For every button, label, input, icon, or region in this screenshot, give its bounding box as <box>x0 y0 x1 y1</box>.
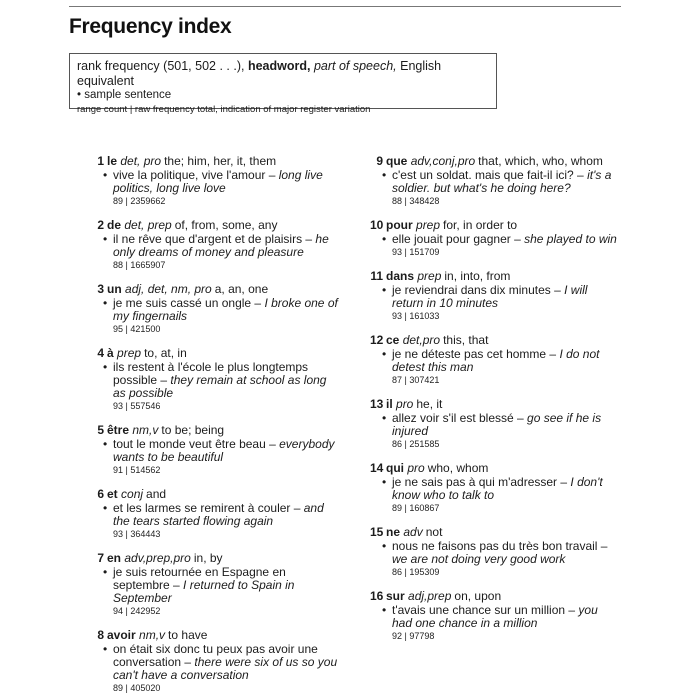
entry-sample-text: tout le monde veut être beau – <box>113 437 276 451</box>
entry-english: go see if he is injured <box>392 411 602 438</box>
entry-gloss: this, that <box>443 333 489 347</box>
bullet-icon: • <box>77 89 85 101</box>
entry-pos: prep <box>117 346 142 360</box>
entry-rank: 15 <box>370 525 384 539</box>
entry-sample-text: je ne sais pas à qui m'adresser – <box>392 475 568 489</box>
entry-english: I will return in 10 minutes <box>392 283 588 310</box>
entry-sample <box>91 361 341 400</box>
entry-être <box>91 423 341 477</box>
bullet-icon: • <box>382 475 387 489</box>
entry-pos: adj, det, nm, pro <box>125 282 212 296</box>
entry-sample <box>370 233 620 246</box>
bullet-icon: • <box>103 501 108 515</box>
legend-headword: headword, <box>247 59 311 73</box>
bullet-icon: • <box>382 347 387 361</box>
entry-pos: det,pro <box>402 333 441 347</box>
entry-gloss: for, in order to <box>443 218 518 232</box>
entry-rank: 4 <box>97 346 104 360</box>
entry-sample <box>370 284 620 310</box>
entry-english: you had one chance in a million <box>392 603 598 630</box>
entry-pos: det, prep <box>124 218 172 232</box>
entry-sample-text: et les larmes se remirent à couler – <box>113 501 301 515</box>
entry-english: long live politics, long live love <box>113 168 323 195</box>
entry-stats: 89 | 405020 <box>113 683 161 693</box>
entry-gloss: to have <box>168 628 208 642</box>
entry-sample <box>91 169 341 195</box>
entry-sample-text: on était six donc tu peux pas avoir une conversation – <box>113 642 318 669</box>
entry-stats: 88 | 348428 <box>392 196 440 206</box>
entry-pos: adv,prep,pro <box>124 551 191 565</box>
entry-english: and the tears started flowing again <box>113 501 324 528</box>
entry-stats: 88 | 1665907 <box>113 260 166 270</box>
entry-stats: 93 | 364443 <box>113 529 161 539</box>
entry-english: they remain at school as long as possible <box>113 373 327 400</box>
entry-stats: 86 | 251585 <box>392 439 440 449</box>
entry-sample <box>91 297 341 323</box>
bullet-icon: • <box>103 565 108 579</box>
entry-english: she played to win <box>524 232 617 246</box>
entry-sample <box>370 476 620 502</box>
bullet-icon: • <box>103 168 108 182</box>
entry-sample <box>370 348 620 374</box>
entry-headword: en <box>107 551 122 565</box>
entry-headword: il <box>386 397 393 411</box>
bullet-icon: • <box>382 411 387 425</box>
entry-english: I returned to Spain in September <box>113 578 295 605</box>
entry-stats: 87 | 307421 <box>392 375 440 385</box>
entry-headword: dans <box>386 269 415 283</box>
entry-ne <box>370 525 620 579</box>
entry-sample-text: il ne rêve que d'argent et de plaisirs – <box>113 232 313 246</box>
bullet-icon: • <box>382 539 387 553</box>
entry-que <box>370 154 620 208</box>
entry-headword: un <box>107 282 122 296</box>
entry-stats: 93 | 557546 <box>113 401 161 411</box>
entry-pos: det, pro <box>120 154 162 168</box>
entry-stats: 91 | 514562 <box>113 465 161 475</box>
entry-et <box>91 487 341 541</box>
entry-gloss: the; him, her, it, them <box>164 154 277 168</box>
entry-head <box>370 397 620 411</box>
entry-sample-text: je ne déteste pas cet homme – <box>392 347 557 361</box>
entry-sample <box>91 643 341 682</box>
entry-sample <box>370 604 620 630</box>
bullet-icon: • <box>103 437 108 451</box>
entry-headword: que <box>386 154 408 168</box>
entry-english: I broke one of my fingernails <box>113 296 338 323</box>
left-column <box>91 154 341 700</box>
document-page <box>55 0 645 700</box>
entry-english: I do not detest this man <box>392 347 600 374</box>
entry-head <box>91 346 341 360</box>
entry-head <box>91 628 341 642</box>
entry-rank: 9 <box>376 154 383 168</box>
entry-english: we are not doing very good work <box>392 552 566 566</box>
entry-qui <box>370 461 620 515</box>
entry-head <box>91 551 341 565</box>
entry-rank: 6 <box>97 487 104 501</box>
entry-english: I don't know who to talk to <box>392 475 603 502</box>
entry-gloss: a, an, one <box>214 282 269 296</box>
legend-english: English equivalent <box>77 59 442 88</box>
entry-gloss: of, from, some, any <box>174 218 278 232</box>
entry-rank: 2 <box>97 218 104 232</box>
entry-head <box>91 423 341 437</box>
entry-english: there were six of us so you can't have a conversation <box>113 655 338 682</box>
entry-head <box>370 589 620 603</box>
legend-pos: part of speech, <box>313 59 397 73</box>
entry-pos: pro <box>407 461 425 475</box>
legend-rank: rank frequency (501, 502 . . .), <box>77 59 245 73</box>
entry-gloss: not <box>425 525 443 539</box>
entry-headword: pour <box>386 218 413 232</box>
entry-head <box>370 269 620 283</box>
bullet-icon: • <box>382 283 387 297</box>
entry-head <box>370 525 620 539</box>
entry-dans <box>370 269 620 323</box>
entry-rank: 12 <box>370 333 384 347</box>
entry-pour <box>370 218 620 259</box>
entry-gloss: and <box>146 487 167 501</box>
entry-rank: 10 <box>370 218 384 232</box>
entry-headword: ce <box>386 333 400 347</box>
entry-sample <box>370 169 620 195</box>
entry-head <box>370 461 620 475</box>
entry-gloss: on, upon <box>454 589 502 603</box>
legend-stats-line: range count | raw frequency total, indication of major register variation <box>77 104 371 115</box>
entry-de <box>91 218 341 272</box>
entry-sample <box>91 438 341 464</box>
entry-head <box>91 218 341 232</box>
entry-en <box>91 551 341 618</box>
entry-headword: avoir <box>107 628 136 642</box>
bullet-icon: • <box>103 296 108 310</box>
entry-headword: ne <box>386 525 401 539</box>
entry-rank: 11 <box>370 269 383 283</box>
bullet-icon: • <box>382 232 387 246</box>
entry-gloss: in, by <box>193 551 223 565</box>
entry-head <box>91 487 341 501</box>
entry-pos: pro <box>396 397 414 411</box>
entry-rank: 5 <box>97 423 104 437</box>
entry-un <box>91 282 341 336</box>
entry-pos: adv,conj,pro <box>410 154 476 168</box>
entry-pos: prep <box>417 269 442 283</box>
entry-sample-text: je me suis cassé un ongle – <box>113 296 262 310</box>
entry-ce <box>370 333 620 387</box>
entry-sample <box>370 540 620 566</box>
entry-head <box>91 282 341 296</box>
entry-pos: nm,v <box>132 423 159 437</box>
entry-stats: 89 | 160867 <box>392 503 440 513</box>
legend-sample-line <box>77 89 489 102</box>
entry-headword: sur <box>386 589 405 603</box>
bullet-icon: • <box>103 232 108 246</box>
legend-format-line <box>77 59 489 89</box>
top-rule <box>69 6 621 7</box>
entry-headword: le <box>107 154 118 168</box>
entry-headword: qui <box>386 461 404 475</box>
entry-à <box>91 346 341 413</box>
entry-gloss: he, it <box>416 397 443 411</box>
entry-sample-text: je reviendrai dans dix minutes – <box>392 283 561 297</box>
entry-sample-text: je suis retournée en Espagne en septembre – <box>113 565 286 592</box>
entry-sample <box>91 233 341 259</box>
entry-sur <box>370 589 620 643</box>
entry-sample <box>91 502 341 528</box>
entry-stats: 93 | 151709 <box>392 247 440 257</box>
entry-stats: 95 | 421500 <box>113 324 161 334</box>
entry-sample <box>370 412 620 438</box>
legend-sample: sample sentence <box>84 89 172 101</box>
entry-pos: nm,v <box>139 628 166 642</box>
entry-rank: 16 <box>370 589 384 603</box>
page-title: Frequency index <box>69 15 232 38</box>
entry-pos: adv <box>403 525 423 539</box>
entry-rank: 8 <box>97 628 104 642</box>
entry-sample <box>91 566 341 605</box>
entry-rank: 1 <box>97 154 104 168</box>
entry-english: it's a soldier. but what's he doing here? <box>392 168 612 195</box>
right-column <box>370 154 620 653</box>
entry-gloss: that, which, who, whom <box>478 154 603 168</box>
entry-sample-text: ils restent à l'école le plus longtemps possible – <box>113 360 309 387</box>
entry-sample-text: allez voir s'il est blessé – <box>392 411 524 425</box>
entry-le <box>91 154 341 208</box>
entry-sample-text: nous ne faisons pas du très bon travail – <box>392 539 608 553</box>
entry-english: he only dreams of money and pleasure <box>113 232 329 259</box>
entry-head <box>370 333 620 347</box>
entry-sample-text: c'est un soldat. mais que fait-il ici? – <box>392 168 584 182</box>
entry-sample-text: elle jouait pour gagner – <box>392 232 521 246</box>
entry-sample-text: vive la politique, vive l'amour – <box>113 168 276 182</box>
entry-head <box>91 154 341 168</box>
entry-head <box>370 218 620 232</box>
entry-gloss: in, into, from <box>444 269 511 283</box>
entry-gloss: who, whom <box>427 461 489 475</box>
entry-rank: 14 <box>370 461 384 475</box>
legend-box <box>69 53 497 115</box>
entry-rank: 13 <box>370 397 384 411</box>
entry-pos: prep <box>416 218 441 232</box>
entry-head <box>370 154 620 168</box>
entry-headword: et <box>107 487 118 501</box>
bullet-icon: • <box>382 168 387 182</box>
bullet-icon: • <box>103 360 108 374</box>
entry-stats: 89 | 2359662 <box>113 196 166 206</box>
entry-headword: à <box>107 346 114 360</box>
entry-headword: être <box>107 423 130 437</box>
entry-rank: 7 <box>97 551 104 565</box>
entry-pos: conj <box>121 487 144 501</box>
bullet-icon: • <box>103 642 108 656</box>
bullet-icon: • <box>382 603 387 617</box>
entry-pos: adj,prep <box>408 589 452 603</box>
entry-gloss: to, at, in <box>144 346 187 360</box>
entry-english: everybody wants to be beautiful <box>113 437 335 464</box>
entry-headword: de <box>107 218 122 232</box>
entry-rank: 3 <box>97 282 104 296</box>
entry-stats: 86 | 195309 <box>392 567 440 577</box>
entry-il <box>370 397 620 451</box>
entry-stats: 93 | 161033 <box>392 311 440 321</box>
entry-sample-text: t'avais une chance sur un million – <box>392 603 576 617</box>
entry-gloss: to be; being <box>161 423 225 437</box>
entry-stats: 94 | 242952 <box>113 606 161 616</box>
entry-avoir <box>91 628 341 695</box>
entry-stats: 92 | 97798 <box>392 631 435 641</box>
